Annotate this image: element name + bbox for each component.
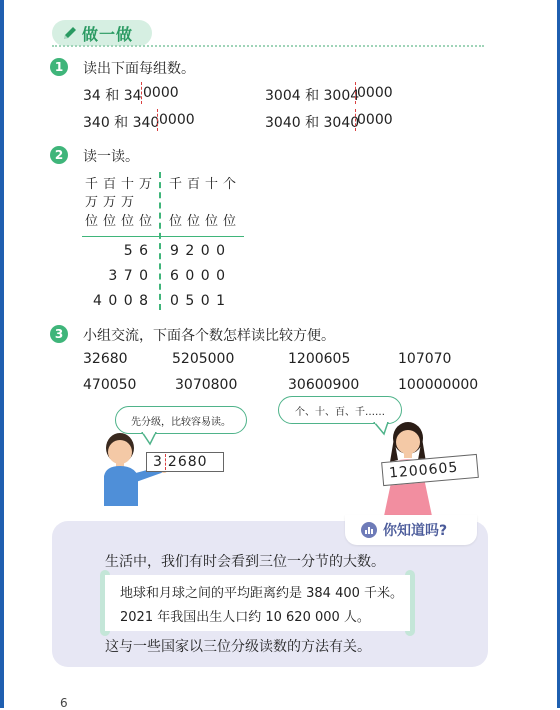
head-wan-cell: 百 (103, 177, 117, 192)
head-pos-cell: 位 (223, 214, 237, 229)
info-line-2: 这与一些国家以三位分级读数的方法有关。 (105, 639, 371, 655)
pair-2-right: 0000 (357, 85, 393, 101)
boy-number-card (146, 452, 224, 472)
head-pos-cell: 位 (121, 214, 135, 229)
head-ge-cell: 千 (169, 177, 183, 192)
question-2-prompt: 读一读。 (83, 149, 139, 165)
header-divider (52, 45, 484, 47)
question-number-1: 1 (50, 58, 68, 76)
head-wan-cell: 千 (85, 177, 99, 192)
card-digit-group: 3 (153, 454, 163, 470)
card-digit-group: 2680 (167, 454, 208, 470)
question-number-3: 3 (50, 325, 68, 343)
row-2-wan: 3 7 0 (108, 268, 149, 284)
head-wan2-cell: 万 (103, 195, 117, 210)
split-mark (165, 454, 166, 470)
did-you-know-title: 你知道吗? (383, 523, 448, 539)
head-wan-cell: 十 (121, 177, 135, 192)
head-wan2-cell: 万 (85, 195, 99, 210)
number-item: 100000000 (398, 377, 479, 393)
row-3-ge: 0 5 0 1 (170, 293, 226, 309)
info-line-1: 生活中，我们有时会看到三位一分节的大数。 (105, 554, 385, 570)
head-pos-cell: 位 (187, 214, 201, 229)
wan-ge-divider (159, 172, 161, 310)
pair-1-left: 34 和 34 (83, 88, 142, 104)
section-header (52, 20, 152, 46)
split-mark (355, 82, 356, 104)
page-left-border (0, 0, 4, 708)
question-number-2: 2 (50, 146, 68, 164)
split-mark (141, 82, 142, 104)
head-pos-cell: 位 (85, 214, 99, 229)
head-pos-cell: 位 (205, 214, 219, 229)
pair-2-left: 3004 和 3004 (265, 88, 360, 104)
table-header-rule (82, 236, 244, 237)
head-ge-cell: 百 (187, 177, 201, 192)
number-item: 1200605 (288, 351, 351, 367)
head-wan2-cell: 万 (121, 195, 135, 210)
number-item: 5205000 (172, 351, 235, 367)
head-pos-cell: 位 (169, 214, 183, 229)
pair-3-right: 0000 (159, 112, 195, 128)
head-ge-cell: 个 (223, 177, 237, 192)
number-item: 470050 (83, 377, 137, 393)
head-pos-cell: 位 (139, 214, 153, 229)
number-item: 30600900 (288, 377, 360, 393)
row-1-ge: 9 2 0 0 (170, 243, 226, 259)
row-3-wan: 4 0 0 8 (93, 293, 149, 309)
number-item: 3070800 (175, 377, 238, 393)
question-3-prompt: 小组交流，下面各个数怎样读比较方便。 (83, 328, 335, 344)
number-item: 107070 (398, 351, 452, 367)
pair-4-right: 0000 (357, 112, 393, 128)
row-1-wan: 5 6 (123, 243, 149, 259)
scroll-line-2: 2021 年我国出生人口约 10 620 000 人。 (120, 610, 370, 625)
boy-speech-bubble: 先分级，比较容易读。 (115, 406, 247, 434)
did-you-know-tab (345, 515, 477, 545)
head-wan-cell: 万 (139, 177, 153, 192)
pair-4-left: 3040 和 3040 (265, 115, 360, 131)
pair-3-left: 340 和 340 (83, 115, 160, 131)
girl-speech-bubble: 个、十、百、千…… (278, 396, 402, 424)
girl-number-card: 1200605 (381, 454, 479, 486)
question-1-prompt: 读出下面每组数。 (83, 61, 195, 77)
pencil-icon (62, 25, 78, 41)
head-ge-cell: 十 (205, 177, 219, 192)
head-pos-cell: 位 (103, 214, 117, 229)
split-mark (157, 109, 158, 131)
chart-icon (361, 522, 377, 538)
page-number: 6 (60, 696, 68, 710)
row-2-ge: 6 0 0 0 (170, 268, 226, 284)
number-item: 32680 (83, 351, 128, 367)
split-mark (355, 109, 356, 131)
section-title: 做一做 (82, 24, 134, 44)
pair-1-right: 0000 (143, 85, 179, 101)
scroll-line-1: 地球和月球之间的平均距离约是 384 400 千米。 (120, 586, 404, 601)
